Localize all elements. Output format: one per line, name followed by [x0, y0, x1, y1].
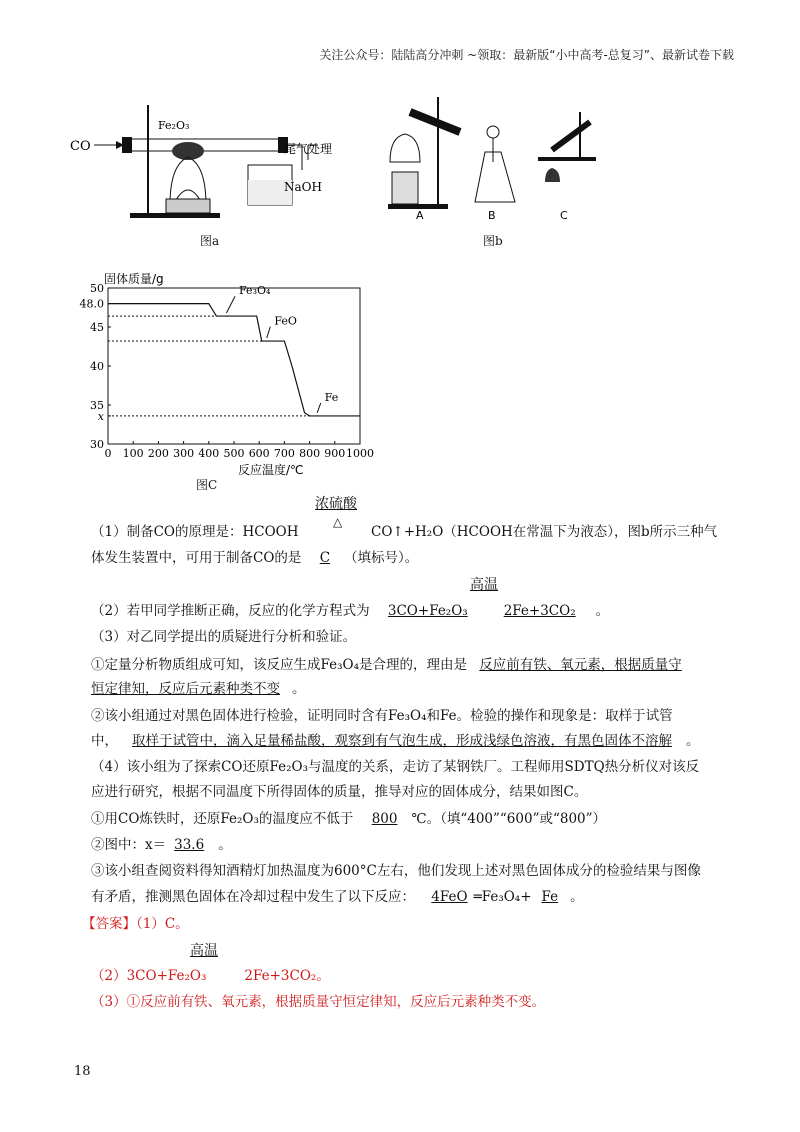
q3-p1-line1: ①定量分析物质组成可知，该反应生成Fe₃O₄是合理的，理由是 反应前有铁、氧元素，根据质量守	[91, 657, 682, 673]
annotation-label: Fe	[324, 391, 339, 405]
figure-a-apparatus	[70, 95, 350, 225]
x-tick-label: 0	[104, 447, 112, 460]
q4-line2: 应进行研究，根据不同温度下所得固体的质量，推导对应的固体成分，结果如图C。	[91, 784, 588, 800]
q3-p2-answer: 取样于试管中，滴入足量稀盐酸，观察到有气泡生成，形成浅绿色溶液，有黑色固体不溶解	[132, 733, 672, 749]
fig-c-caption: 图C	[196, 478, 218, 492]
q3-p2-line2: 中， 取样于试管中，滴入足量稀盐酸，观察到有气泡生成，形成浅绿色溶液，有黑色固体不溶解 。	[91, 733, 700, 749]
chart-xlabel: 反应温度/℃	[238, 463, 304, 477]
x-tick-label: 800	[299, 447, 321, 460]
x-tick-label: 300	[173, 447, 195, 460]
q2-line: （2）若甲同学推断正确，反应的化学方程式为 3CO+Fe₂O₃ 2Fe+3CO₂ 。	[91, 603, 610, 619]
x-tick-label: 500	[223, 447, 245, 460]
q4-p1: ①用CO炼铁时，还原Fe₂O₃的温度应不低于 800 ℃。（填“400”“600”或“800”）	[91, 811, 607, 827]
q1-answer: C	[319, 550, 331, 566]
x-tick-label: 600	[248, 447, 270, 460]
y-tick-label: 50	[90, 282, 104, 295]
chart-frame	[108, 288, 360, 444]
fig-b-a-label: A	[416, 209, 424, 222]
answer-line1: 【答案】（1）C。	[82, 916, 189, 932]
y-tick-label: 48.0	[79, 297, 104, 311]
answer-line2: （2）3CO+Fe₂O₃ 2Fe+3CO₂。	[91, 968, 330, 984]
q4-p3-line1: ③该小组查阅资料得知酒精灯加热温度为600°C左右，他们发现上述对黑色固体成分的检验结果与图像	[91, 863, 701, 879]
y-tick-label: 40	[90, 360, 104, 373]
q3-p1-line2: 恒定律知，反应后元素种类不变 。	[91, 681, 306, 697]
q2-answer-lhs: 3CO+Fe₂O₃	[387, 603, 468, 619]
page-header: 关注公众号：陆陆高分冲刺 ~领取：最新版“小中高考-总复习”、最新试卷下载	[319, 48, 734, 62]
annotation-label: Fe₃O₄	[239, 284, 271, 298]
fig-b-c-label: C	[560, 209, 568, 222]
fig-a-fe2o3-label: Fe₂O₃	[158, 119, 190, 132]
annotation-pointer	[267, 327, 271, 338]
annotation-label: FeO	[274, 314, 297, 328]
figure-c-chart	[70, 270, 374, 495]
y-tick-label: 45	[90, 321, 104, 334]
page-number: 18	[74, 1064, 91, 1079]
fig-b-caption: 图b	[483, 234, 503, 248]
q3-p1-answer-b: 恒定律知，反应后元素种类不变	[91, 681, 280, 697]
q4-line1: （4）该小组为了探索CO还原Fe₂O₃与温度的关系，走访了某钢铁厂。工程师用SDTQ热分析仪对该反	[91, 759, 700, 775]
annotation-pointer	[226, 296, 235, 313]
answer-condition: 高温	[190, 943, 218, 959]
x-tick-label: 900	[324, 447, 346, 460]
q1-heat-symbol: △	[333, 515, 343, 529]
fig-a-caption: 图a	[200, 234, 220, 248]
fig-a-naoh-label: NaOH	[284, 180, 322, 194]
q1-line2: 体发生装置中，可用于制备CO的是 C （填标号）。	[91, 550, 419, 566]
mass-curve	[108, 304, 360, 416]
x-tick-label: 1000	[346, 447, 374, 460]
figure-b-apparatus	[380, 92, 610, 222]
q2-answer-rhs: 2Fe+3CO₂	[503, 603, 576, 619]
y-tick-label: 35	[90, 399, 104, 412]
y-tick-label: 30	[90, 438, 104, 451]
fig-b-b-label: B	[488, 209, 496, 222]
q1-condition-top: 浓硫酸	[315, 496, 357, 512]
q3-p2-line1: ②该小组通过对黑色固体进行检验，证明同时含有Fe₃O₄和Fe。检验的操作和现象是：取样于试管	[91, 708, 673, 724]
chart-ylabel: 固体质量/g	[104, 272, 164, 286]
answer-tag: 【答案】	[82, 916, 136, 932]
q4-p1-answer: 800	[371, 811, 398, 827]
q4-p3-answer-a: 4FeO	[431, 889, 468, 905]
q4-p2-answer: 33.6	[174, 837, 205, 853]
x-tick-label: 100	[122, 447, 144, 460]
x-tick-label: 400	[198, 447, 220, 460]
q4-p3-line2: 有矛盾，推测黑色固体在冷却过程中发生了以下反应： 4FeO ═Fe₃O₄+ Fe 。	[91, 889, 584, 905]
q1-line1: （1）制备CO的原理是：HCOOH	[91, 524, 299, 540]
x-tick-label: 700	[273, 447, 295, 460]
q1-line1b: CO↑+H₂O（HCOOH在常温下为液态），图b所示三种气	[371, 524, 718, 540]
fig-a-co-label: CO	[70, 139, 91, 154]
fig-a-waste-label: 尾气处理	[284, 142, 333, 156]
q3-p1-answer-a: 反应前有铁、氧元素，根据质量守	[479, 657, 682, 673]
q2-condition: 高温	[470, 577, 498, 593]
y-tick-label: x	[97, 409, 104, 423]
annotation-pointer	[317, 403, 321, 413]
q4-p3-answer-b: Fe	[541, 889, 559, 905]
answer-line3: （3）①反应前有铁、氧元素，根据质量守恒定律知，反应后元素种类不变。	[91, 994, 546, 1010]
x-tick-label: 200	[147, 447, 169, 460]
q4-p2: ②图中：x＝ 33.6 。	[91, 837, 232, 853]
q3-intro: （3）对乙同学提出的质疑进行分析和验证。	[91, 629, 357, 645]
